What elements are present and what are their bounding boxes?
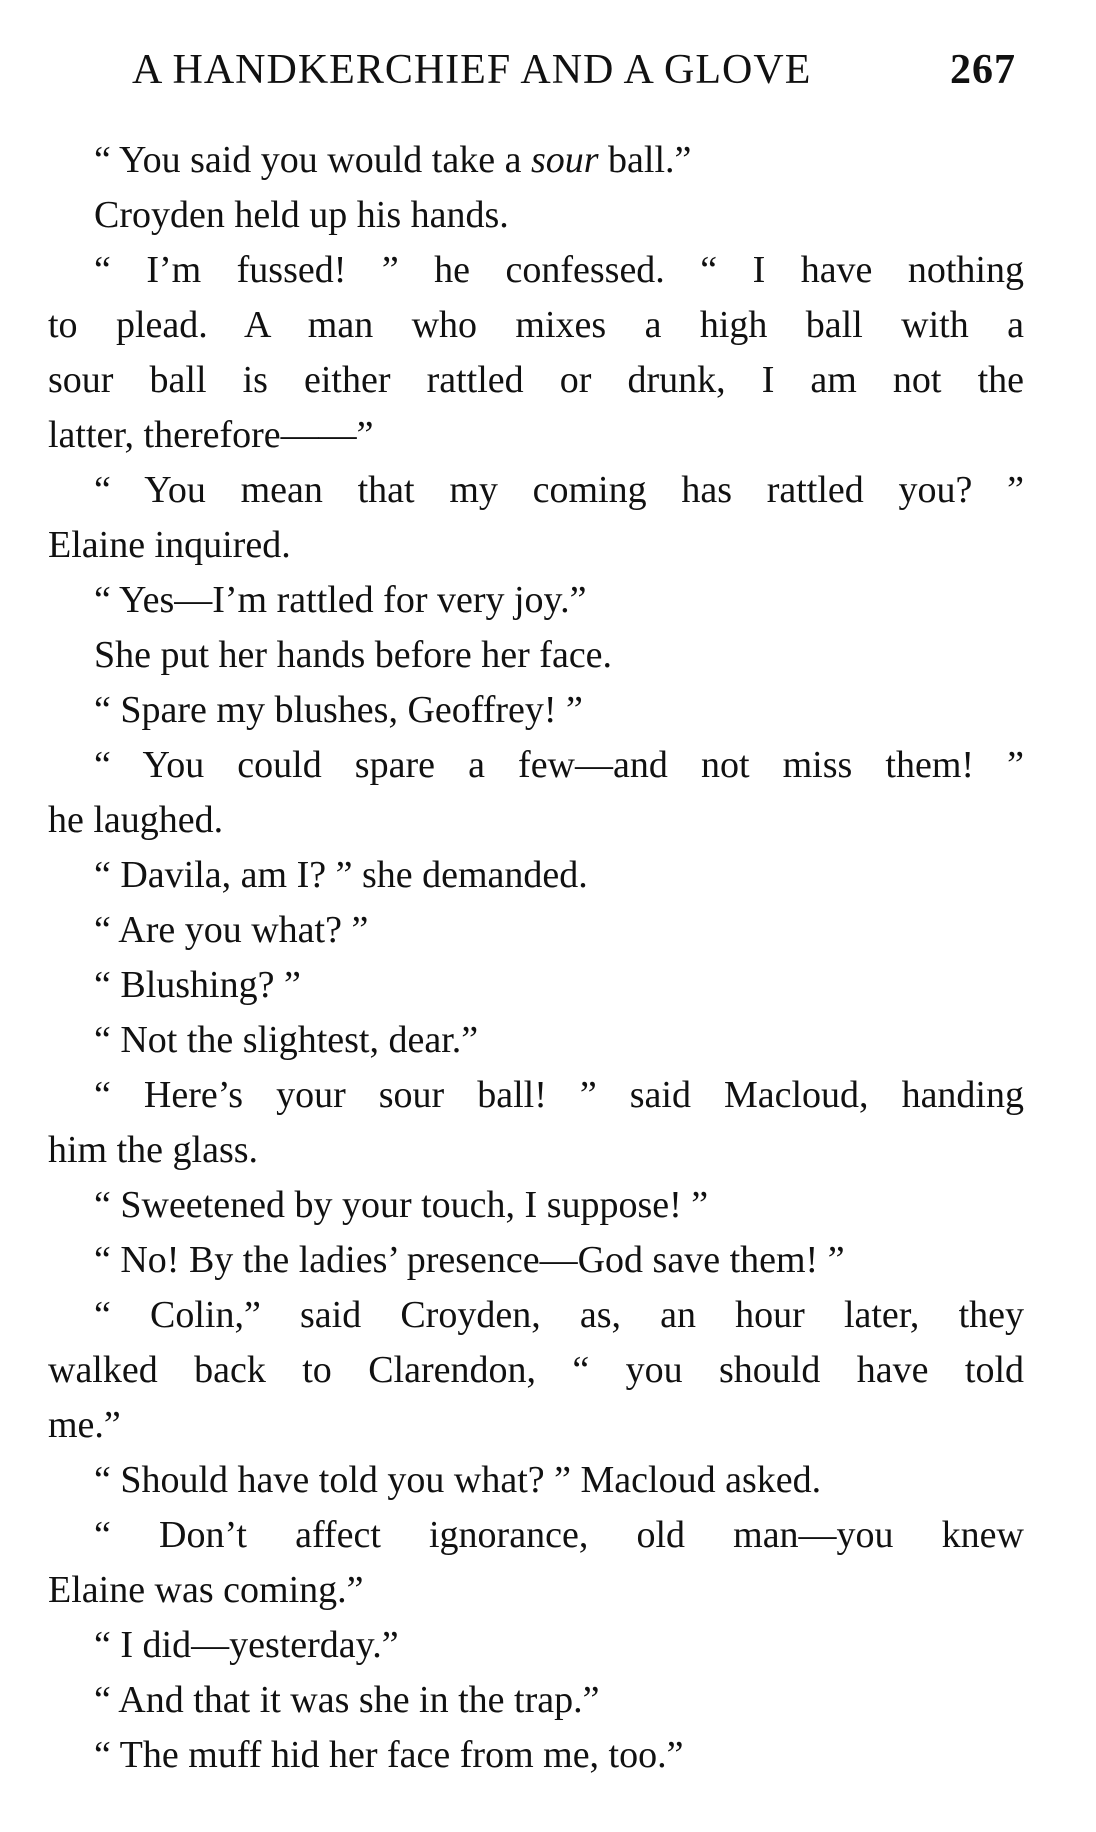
text-line-16: “ Blushing? ” [94,964,301,1006]
text-line-5: sour ball is either rattled or drunk, I am not the [48,359,1024,401]
text-line-1: “ You said you would take a sour ball.” [94,139,692,181]
text-line-8: Elaine inquired. [48,524,291,566]
emphasis-word: sour [530,139,599,181]
text-line-7: “ You mean that my coming has rattled you? ” [94,469,1024,511]
text-line-28: “ I did—yesterday.” [94,1624,399,1666]
text-line-18: “ Here’s your sour ball! ” said Macloud, handing [94,1074,1024,1116]
text-line-21: “ No! By the ladies’ presence—God save them! ” [94,1239,845,1281]
running-head-title: A HANDKERCHIEF AND A GLOVE [132,47,812,93]
text-line-27: Elaine was coming.” [48,1569,364,1611]
text-line-13: he laughed. [48,799,224,841]
text-line-22: “ Colin,” said Croyden, as, an hour later, they [94,1294,1024,1336]
text-line-23: walked back to Clarendon, “ you should have told [48,1349,1024,1391]
text-line-11: “ Spare my blushes, Geoffrey! ” [94,689,583,731]
text-line-20: “ Sweetened by your touch, I suppose! ” [94,1184,709,1226]
text-line-29: “ And that it was she in the trap.” [94,1679,600,1721]
text-line-19: him the glass. [48,1129,259,1171]
page-number: 267 [950,47,1016,93]
text-line-17: “ Not the slightest, dear.” [94,1019,479,1061]
text-line-10: She put her hands before her face. [94,634,613,676]
text-line-9: “ Yes—I’m rattled for very joy.” [94,579,587,621]
text-line-12: “ You could spare a few—and not miss them! ” [94,744,1024,786]
running-head [132,40,1016,100]
text-line-24: me.” [48,1404,121,1446]
text-line-4: to plead. A man who mixes a high ball with a [48,304,1024,346]
text-line-25: “ Should have told you what? ” Macloud asked. [94,1459,822,1501]
text-line-30: “ The muff hid her face from me, too.” [94,1734,684,1776]
text-line-3: “ I’m fussed! ” he confessed. “ I have nothing [94,249,1024,291]
text-line-14: “ Davila, am I? ” she demanded. [94,854,588,896]
text-line-26: “ Don’t affect ignorance, old man—you knew [94,1514,1024,1556]
text-line-2: Croyden held up his hands. [94,194,509,236]
text-line-6: latter, therefore——” [48,414,374,456]
text-line-15: “ Are you what? ” [94,909,369,951]
